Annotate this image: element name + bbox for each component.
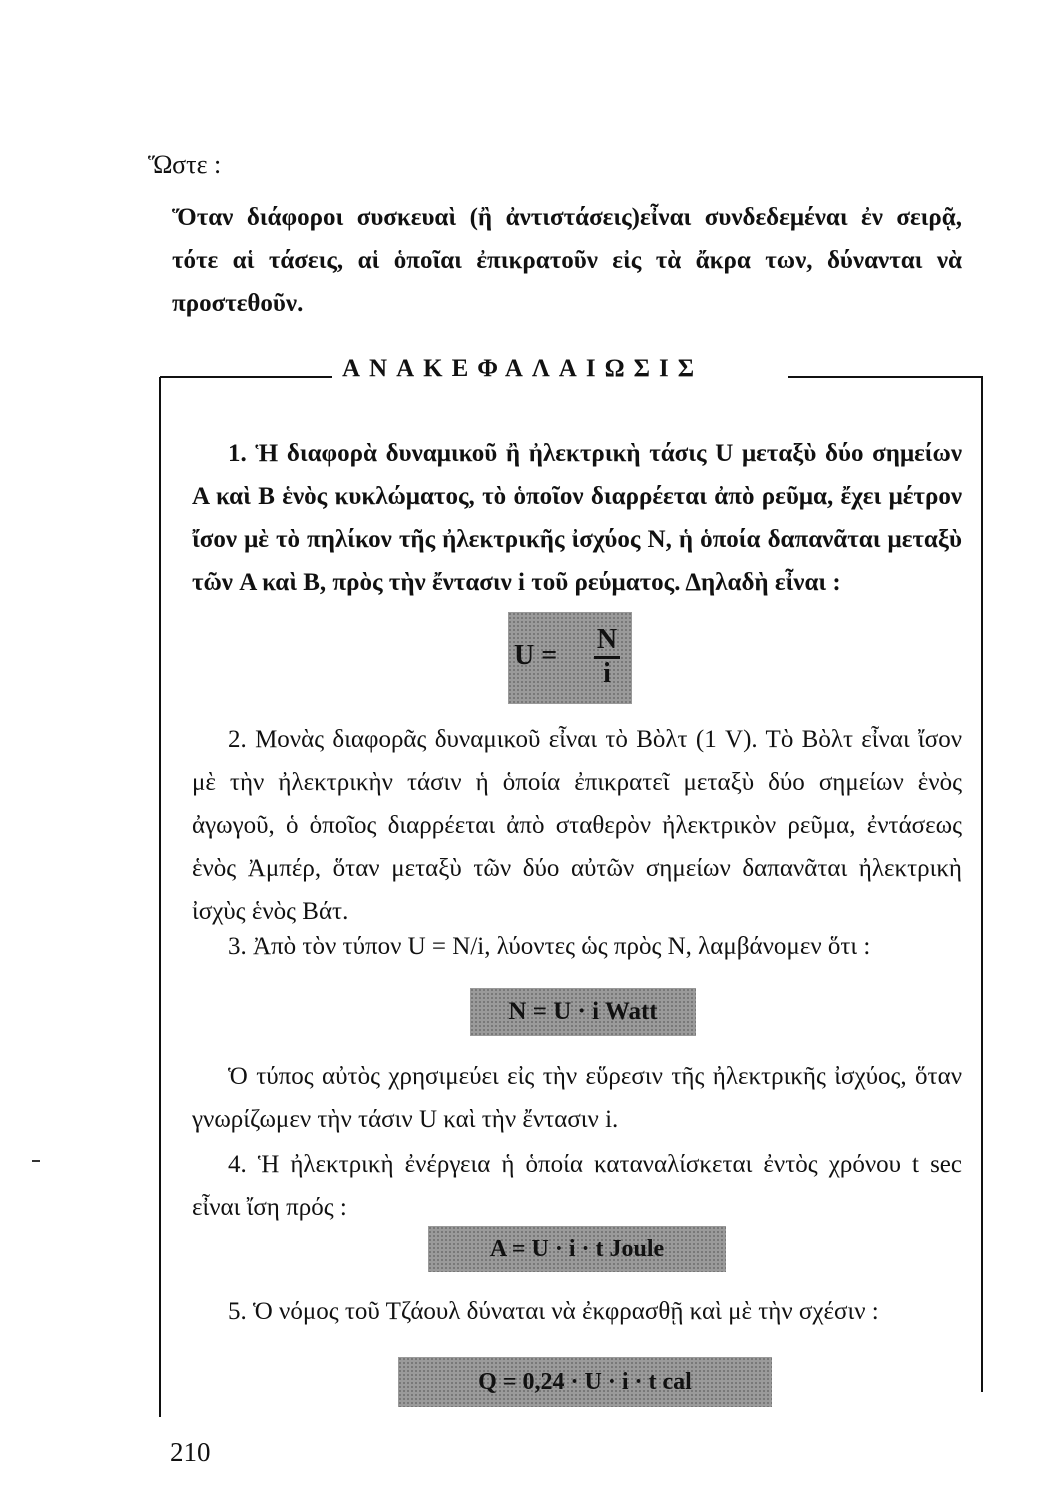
summary-heading: ΑΝΑΚΕΦΑΛΑΙΩΣΙΣ (342, 355, 704, 382)
intro-label: Ὥστε : (148, 150, 222, 179)
formula-1-fraction (588, 624, 626, 689)
page-number: 210 (170, 1437, 211, 1467)
heading-rule-right (788, 376, 983, 378)
formula-a-equals-u-i-t (428, 1226, 726, 1272)
heading-rule-left (160, 376, 332, 378)
margin-mark (32, 1160, 40, 1162)
formula-3-text: N = U · i Watt (508, 998, 658, 1025)
formula-q-joule-law (398, 1357, 772, 1407)
formula-u-equals-n-over-i (508, 612, 632, 704)
formula-1-numerator: N (596, 624, 618, 655)
summary-item-1 (192, 432, 962, 604)
formula-5-text: Q = 0,24 · U · i · t cal (478, 1369, 692, 1395)
summary-item-4 (192, 1143, 962, 1229)
intro-paragraph (172, 196, 962, 325)
formula-1-lhs: U = (514, 640, 558, 671)
summary-item-4-text: 4. Ἡ ἠλεκτρικὴ ἐνέργεια ἡ ὁποία καταναλίσκεται ἐντὸς χρόνου t sec εἶναι ἴση πρός : (192, 1151, 962, 1221)
summary-item-2-text: 2. Μονὰς διαφορᾶς δυναμικοῦ εἶναι τὸ Βὸλτ (1 V). Τὸ Βὸλτ εἶναι ἴσον μὲ τὴν ἠλεκτρικὴν τάσιν ἡ ὁποία ἐπικρατεῖ μεταξὺ δύο σημείων ἑνὸς ἀγωγοῦ, ὁ ὁποῖος διαρρέεται ἀπὸ σταθερὸν ἠλεκτρικὸν ρεῦμα, ἐντάσεως ἑνὸς Ἀμπέρ, ὅταν μεταξὺ τῶν δύο αὐτῶν σημείων δαπανᾶται ἠλεκτρικὴ ἰσχὺς ἑνὸς Βάτ. (192, 726, 962, 925)
summary-item-1-text: 1. Ἡ διαφορὰ δυναμικοῦ ἢ ἠλεκτρικὴ τάσις U μεταξὺ δύο σημείων A καὶ B ἑνὸς κυκλώματος, τὸ ὁποῖον διαρρέεται ἀπὸ ρεῦμα, ἔχει μέτρον ἴσον μὲ τὸ πηλίκον τῆς ἠλεκτρικῆς ἰσχύος N, ἡ ὁποία δαπανᾶται μεταξὺ τῶν A καὶ B, πρὸς τὴν ἔντασιν i τοῦ ρεύματος. Δηλαδὴ εἶναι : (192, 440, 962, 596)
formula-n-equals-u-i (470, 988, 696, 1036)
intro-text: Ὅταν διάφοροι συσκευαὶ (ἢ ἀντιστάσεις)εἶναι συνδεδεμέναι ἐν σειρᾷ, τότε αἱ τάσεις, αἱ ὁποῖαι ἐπικρατοῦν εἰς τὰ ἄκρα των, δύνανται νὰ προστεθοῦν. (172, 204, 962, 317)
formula-4-text: A = U · i · t Joule (489, 1236, 665, 1262)
summary-item-2 (192, 718, 962, 933)
summary-item-3 (192, 925, 962, 968)
summary-item-3-after (192, 1055, 962, 1141)
summary-item-3-after-text: Ὁ τύπος αὐτὸς χρησιμεύει εἰς τὴν εὕρεσιν τῆς ἠλεκτρικῆς ἰσχύος, ὅταν γνωρίζωμεν τὴν τάσιν U καὶ τὴν ἔντασιν i. (192, 1063, 962, 1133)
box-border-left (159, 377, 161, 1417)
formula-1-denominator: i (603, 658, 611, 689)
summary-item-5 (192, 1290, 962, 1333)
summary-item-5-text: 5. Ὁ νόμος τοῦ Τζάουλ δύναται νὰ ἐκφρασθῇ καὶ μὲ τὴν σχέσιν : (228, 1298, 879, 1325)
box-border-right (981, 377, 983, 1392)
summary-item-3-text: 3. Ἀπὸ τὸν τύπον U = N/i, λύοντες ὡς πρὸς N, λαμβάνομεν ὅτι : (228, 933, 871, 960)
